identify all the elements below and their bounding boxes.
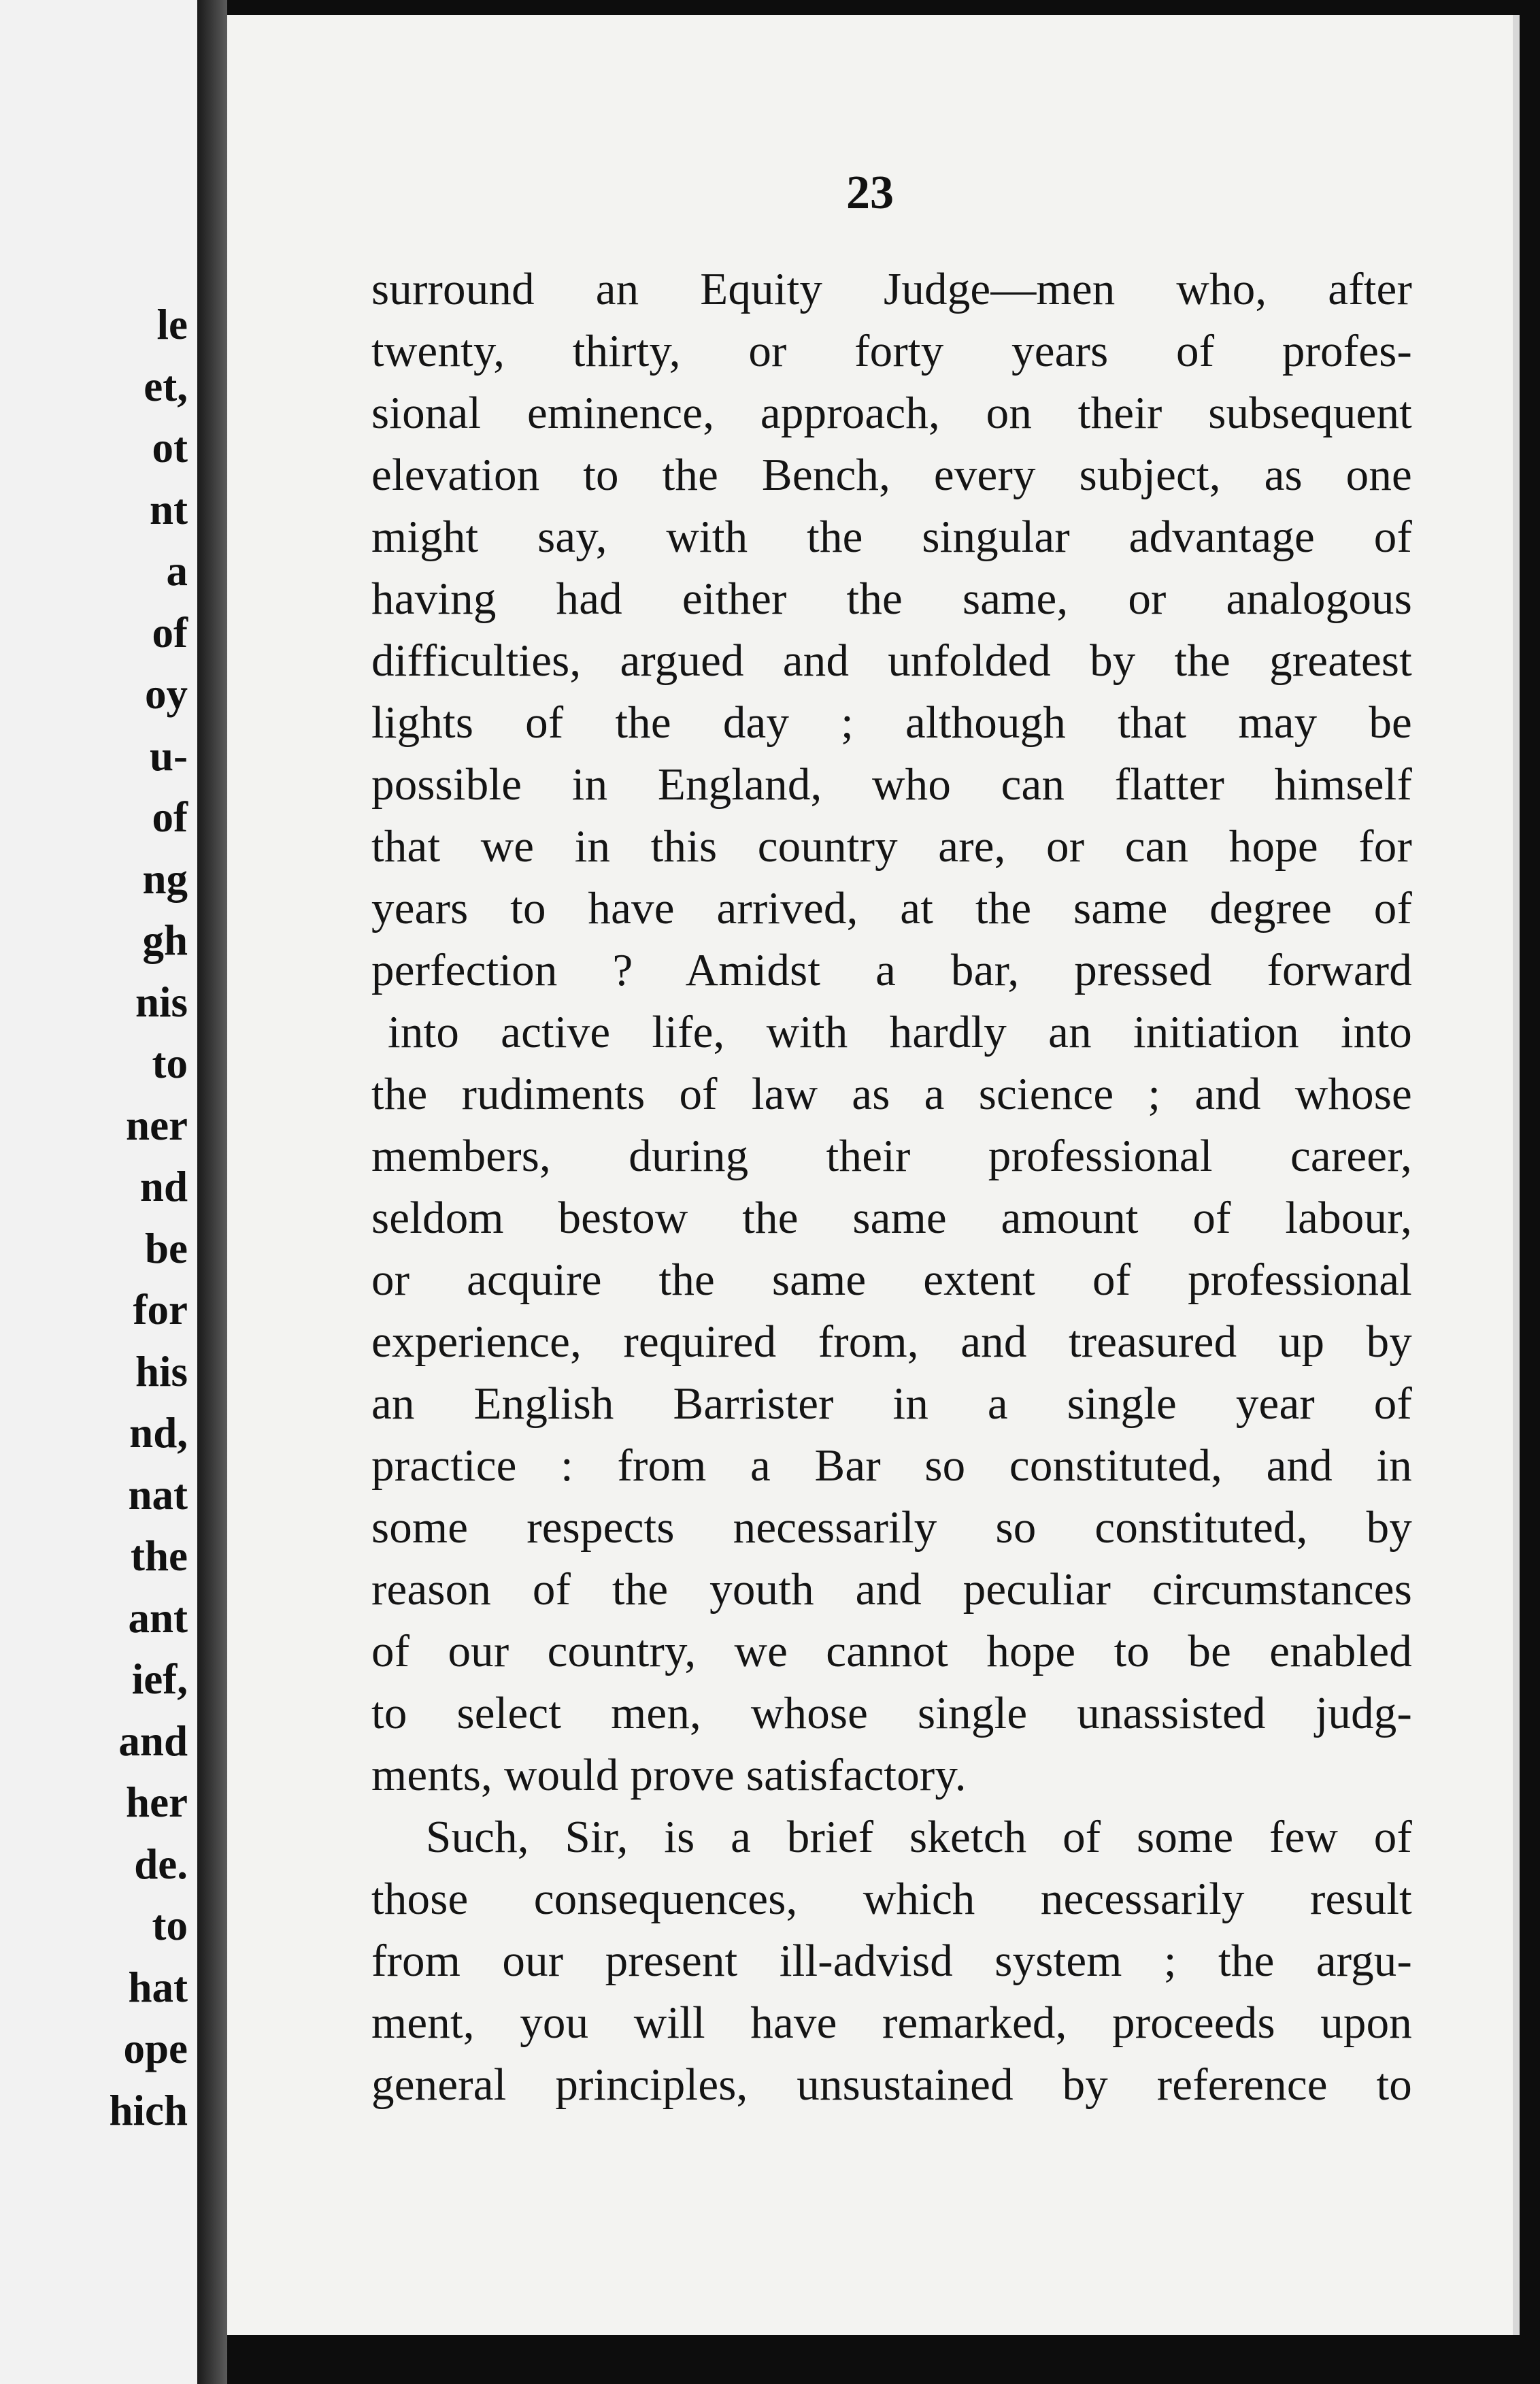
left-page-text-fragments xyxy=(109,294,188,2141)
left-fragment: his xyxy=(135,1347,188,1395)
text-line: having had either the same, or analogous xyxy=(371,574,1412,624)
text-line: the rudiments of law as a science ; and whose xyxy=(371,1069,1412,1119)
left-fragment: her xyxy=(126,1778,188,1826)
left-fragment: u- xyxy=(149,731,188,780)
text-line: of our country, we cannot hope to be enabled xyxy=(371,1626,1412,1676)
text-line: seldom bestow the same amount of labour, xyxy=(371,1193,1412,1243)
text-line: surround an Equity Judge—men who, after xyxy=(371,264,1412,314)
text-line: general principles, unsustained by reference to xyxy=(371,2059,1412,2110)
text-line: ments, would prove satisfactory. xyxy=(371,1750,967,1800)
text-line: Such, Sir, is a brief sketch of some few of xyxy=(426,1812,1412,1862)
left-fragment: nt xyxy=(149,485,188,533)
text-line: to select men, whose single unassisted judg- xyxy=(371,1688,1412,1738)
text-line: might say, with the singular advantage of xyxy=(371,512,1412,562)
text-line: perfection ? Amidst a bar, pressed forward xyxy=(371,945,1412,995)
left-fragment: of xyxy=(152,793,188,841)
left-fragment: a xyxy=(166,547,188,595)
text-line: an English Barrister in a single year of xyxy=(371,1378,1412,1429)
left-fragment: the xyxy=(131,1532,188,1580)
text-line: reason of the youth and peculiar circumstances xyxy=(371,1564,1412,1615)
text-line: members, during their professional career, xyxy=(371,1131,1412,1181)
book-gutter-shadow xyxy=(197,0,227,2384)
left-fragment: ope xyxy=(123,2025,188,2072)
left-facing-page xyxy=(0,0,197,2384)
left-fragment: to xyxy=(152,1040,188,1087)
left-fragment: ner xyxy=(126,1101,188,1149)
text-line: some respects necessarily so constituted, by xyxy=(371,1502,1412,1553)
text-line: practice : from a Bar so constituted, and in xyxy=(371,1440,1412,1491)
text-line: experience, required from, and treasured up by xyxy=(371,1317,1412,1367)
body-text xyxy=(371,259,1412,2116)
text-line: difficulties, argued and unfolded by the greatest xyxy=(371,635,1412,686)
left-fragment: ief, xyxy=(131,1655,188,1703)
left-fragment: nat xyxy=(128,1470,188,1519)
text-line: that we in this country are, or can hope for xyxy=(371,821,1412,872)
left-fragment: le xyxy=(156,301,188,348)
left-fragment: and xyxy=(118,1717,188,1765)
text-line: from our present ill-advisd system ; the argu- xyxy=(371,1936,1412,1986)
text-line: lights of the day ; although that may be xyxy=(371,697,1412,748)
text-line: those consequences, which necessarily result xyxy=(371,1874,1412,1924)
left-fragment: ant xyxy=(128,1593,188,1642)
text-line: elevation to the Bench, every subject, as one xyxy=(371,450,1412,500)
left-fragment: be xyxy=(145,1224,188,1272)
text-line: or acquire the same extent of professional xyxy=(371,1255,1412,1305)
left-fragment: ot xyxy=(152,424,188,471)
left-fragment: et, xyxy=(144,362,188,410)
left-fragment: nd xyxy=(139,1163,188,1210)
text-line: years to have arrived, at the same degree of xyxy=(371,883,1412,933)
left-fragment: nis xyxy=(135,978,188,1026)
left-fragment: nd, xyxy=(129,1409,188,1457)
right-page xyxy=(227,15,1520,2335)
left-fragment: hat xyxy=(128,1963,188,2011)
left-fragment: gh xyxy=(142,916,188,964)
left-fragment: hich xyxy=(109,2086,188,2134)
left-fragment: oy xyxy=(145,670,188,718)
text-line: possible in England, who can flatter himself xyxy=(371,759,1412,810)
text-line: twenty, thirty, or forty years of profes- xyxy=(371,326,1412,376)
left-fragment: to xyxy=(152,1902,188,1949)
left-fragment: of xyxy=(152,608,188,657)
text-line: sional eminence, approach, on their subsequent xyxy=(371,388,1412,438)
text-line: into active life, with hardly an initiation into xyxy=(388,1007,1412,1057)
left-fragment: for xyxy=(133,1286,188,1334)
page-number: 23 xyxy=(846,167,894,219)
text-line: ment, you will have remarked, proceeds upon xyxy=(371,1998,1412,2048)
left-fragment: ng xyxy=(142,855,188,903)
left-fragment: de. xyxy=(134,1840,188,1888)
